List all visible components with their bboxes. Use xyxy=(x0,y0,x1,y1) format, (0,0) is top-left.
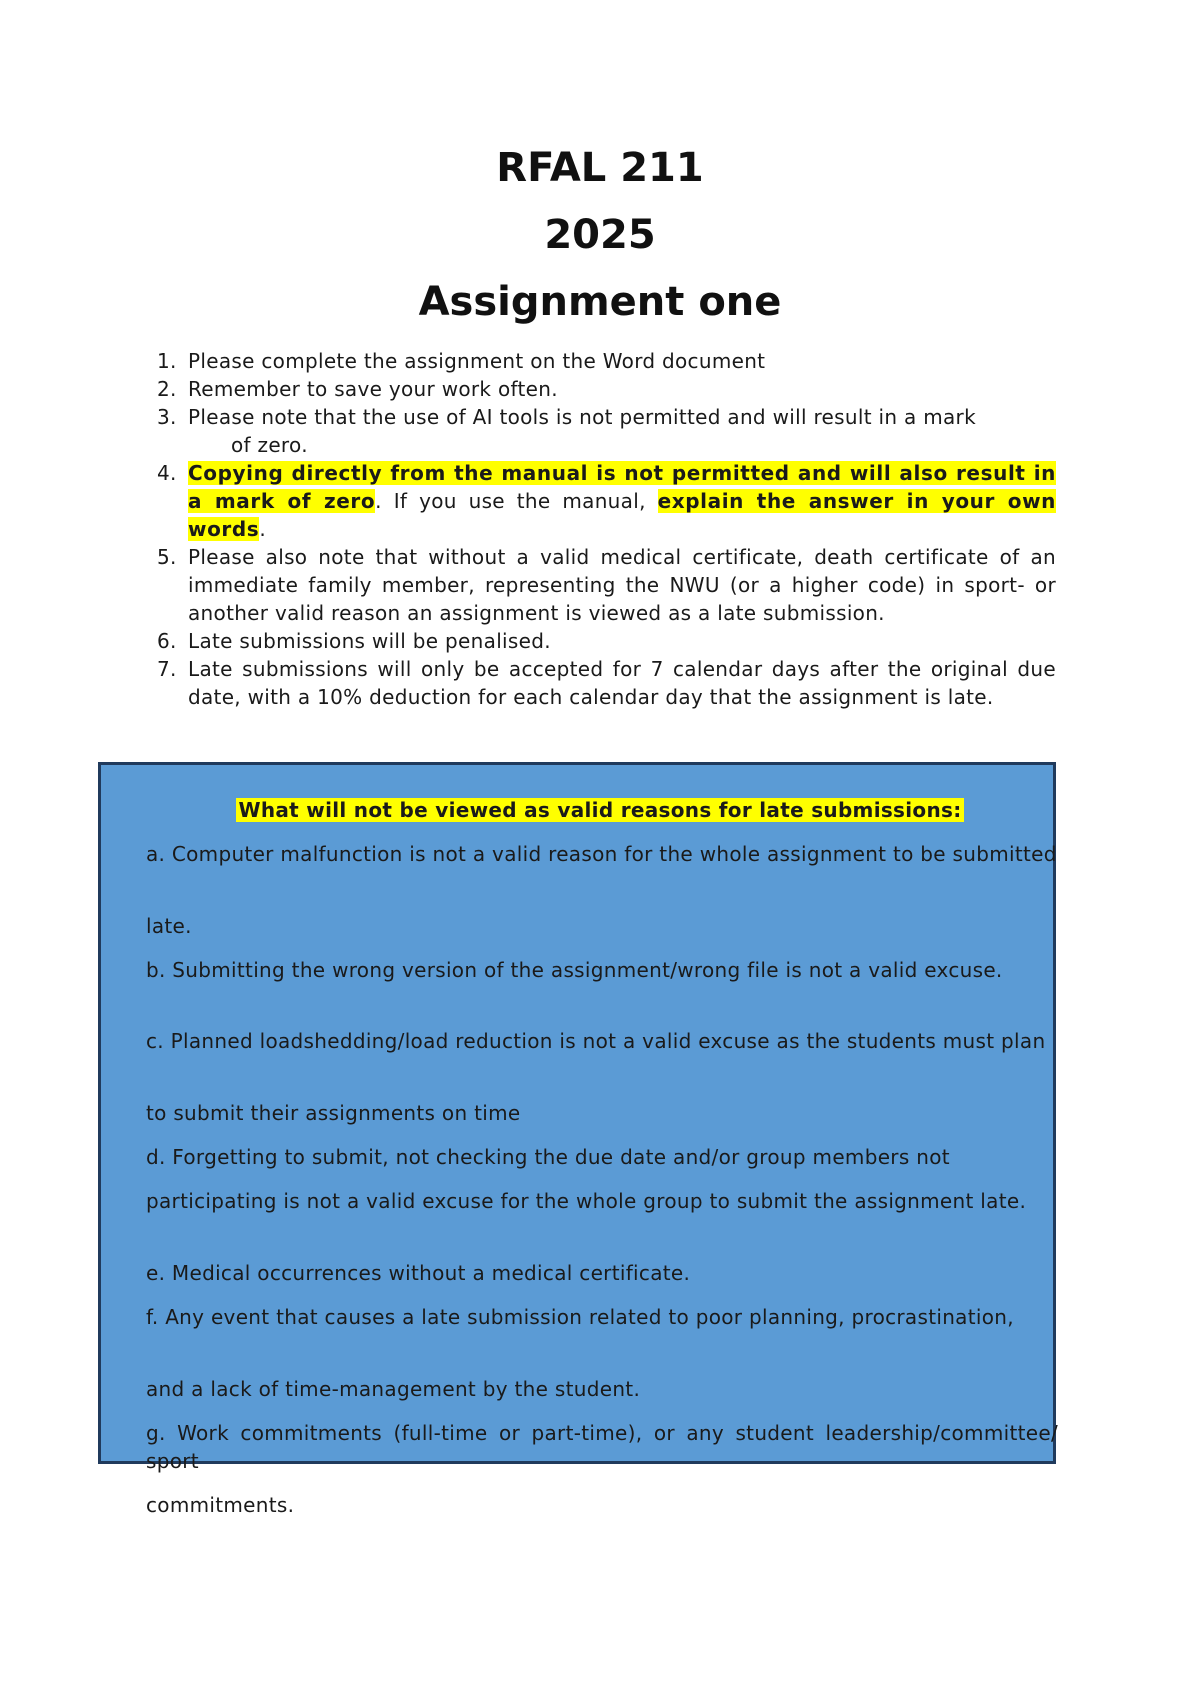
list-item xyxy=(157,375,1056,403)
instruction-text-end: . xyxy=(259,517,266,541)
instruction-text-continued: of zero. xyxy=(231,433,308,457)
list-item xyxy=(157,627,1056,655)
list-item xyxy=(157,655,1056,711)
list-item xyxy=(157,543,1056,627)
reason-c: c. Planned loadshedding/load reduction is not a valid excuse as the students must plan xyxy=(146,1029,1046,1053)
instruction-text: Please complete the assignment on the Word document xyxy=(188,349,766,373)
reason-e: e. Medical occurrences without a medical certificate. xyxy=(146,1261,691,1285)
instruction-text: . If you use the manual, xyxy=(375,489,658,513)
reason-d: d. Forgetting to submit, not checking the due date and/or group members not xyxy=(146,1145,950,1169)
invalid-reasons-heading-text: What will not be viewed as valid reasons for late submissions: xyxy=(238,798,962,822)
highlighted-warning: Copying directly from the manual is not permitted and will also result in a mark of zero xyxy=(188,461,1056,513)
reason-g: g. Work commitments (full-time or part-time), or any student leadership/committee/ sport xyxy=(146,1421,1058,1473)
list-number: 3. xyxy=(157,405,177,429)
reason-d-continued: participating is not a valid excuse for the whole group to submit the assignment late. xyxy=(146,1189,1027,1213)
course-code: RFAL 211 xyxy=(496,145,704,191)
reason-a-continued: late. xyxy=(146,914,192,938)
instruction-text: Late submissions will be penalised. xyxy=(188,629,551,653)
list-number: 7. xyxy=(157,657,177,681)
list-item xyxy=(157,459,1057,543)
highlighted-advice: explain the answer in your own words xyxy=(188,489,1057,541)
reason-c-continued: to submit their assignments on time xyxy=(146,1101,521,1125)
list-number: 2. xyxy=(157,377,177,401)
reason-b: b. Submitting the wrong version of the assignment/wrong file is not a valid excuse. xyxy=(146,958,1003,982)
instruction-list xyxy=(157,347,1057,711)
reason-a: a. Computer malfunction is not a valid reason for the whole assignment to be submitted xyxy=(146,842,1057,866)
list-item xyxy=(157,403,1056,459)
instruction-text: Late submissions will only be accepted for 7 calendar days after the original due date, with a 10% deduction for each calendar day that the assignment is late. xyxy=(188,657,1056,709)
list-number: 1. xyxy=(157,349,177,373)
instruction-text: Please also note that without a valid medical certificate, death certificate of an immediate family member, representing the NWU (or a higher code) in sport- or another valid reason an assignment is viewed as a late submission. xyxy=(188,545,1056,625)
list-number: 5. xyxy=(157,545,177,569)
reason-f-continued: and a lack of time-management by the student. xyxy=(146,1377,641,1401)
list-number: 4. xyxy=(157,461,177,485)
course-year: 2025 xyxy=(544,212,656,258)
page-title: Assignment one xyxy=(418,279,782,325)
instruction-text: Please note that the use of AI tools is not permitted and will result in a mark xyxy=(188,405,976,429)
reason-f: f. Any event that causes a late submission related to poor planning, procrastination, xyxy=(146,1305,1014,1329)
instruction-text: Remember to save your work often. xyxy=(188,377,558,401)
invalid-reasons-heading xyxy=(0,796,1200,824)
list-item xyxy=(157,347,1056,375)
reason-g-continued: commitments. xyxy=(146,1493,295,1517)
list-number: 6. xyxy=(157,629,177,653)
